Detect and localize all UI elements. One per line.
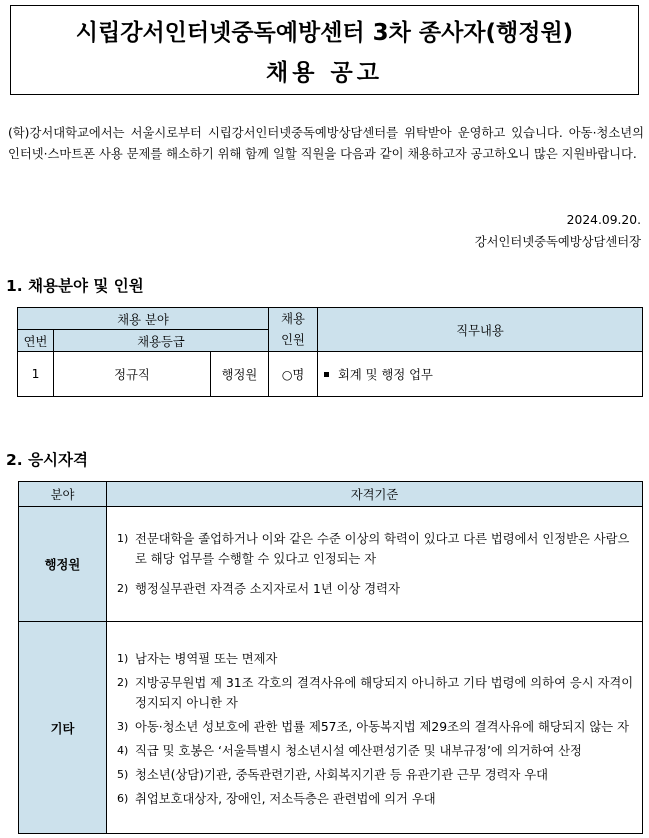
qualification-table bbox=[18, 481, 643, 834]
row-duty bbox=[318, 352, 643, 397]
list-item: 1) 남자는 병역필 또는 면제자 bbox=[117, 651, 278, 666]
header-criteria: 자격기준 bbox=[107, 482, 643, 507]
header-number: 연번 bbox=[18, 330, 54, 352]
recruitment-table bbox=[17, 307, 643, 397]
header-duties: 직무내용 bbox=[318, 308, 643, 352]
list-item: 2) 지방공무원법 제 31조 각호의 결격사유에 해당되지 아니하고 기타 법령에 의하여 응시 자격이 정지되지 아니한 자 bbox=[117, 675, 634, 710]
row-number: 1 bbox=[18, 352, 54, 397]
field-admin: 행정원 bbox=[19, 507, 107, 622]
section2-title: 2. 응시자격 bbox=[6, 451, 88, 469]
bullet-square-icon bbox=[324, 372, 329, 377]
signature-line: 강서인터넷중독예방상담센터장 bbox=[474, 235, 641, 249]
announcement-date: 2024.09.20. bbox=[566, 213, 641, 227]
page-title: 시립강서인터넷중독예방센터 3차 종사자(행정원) bbox=[75, 20, 574, 46]
admin-criteria bbox=[107, 507, 643, 622]
table-row bbox=[19, 507, 643, 622]
row-type: 정규직 bbox=[54, 352, 211, 397]
row-count: ○명 bbox=[269, 352, 318, 397]
page-subtitle: 채용 공고 bbox=[266, 60, 383, 86]
other-criteria bbox=[107, 622, 643, 834]
field-other: 기타 bbox=[19, 622, 107, 834]
table-row bbox=[18, 352, 643, 397]
intro-paragraph: (학)강서대학교에서는 서울시로부터 시립강서인터넷중독예방상담센터를 위탁받아 운영하고 있습니다. 아동·청소년의 인터넷·스마트폰 사용 문제를 해소하기 위해 함께 일할 직원을 다음과 같이 채용하고자 공고하오니 많은 지원바랍니다. bbox=[8, 126, 644, 161]
header-field: 분야 bbox=[19, 482, 107, 507]
list-item: 5) 청소년(상담)기관, 중독관련기관, 사회복지기관 등 유관기관 근무 경력자 우대 bbox=[117, 767, 549, 782]
table-row bbox=[19, 622, 643, 834]
list-item: 3) 아동·청소년 성보호에 관한 법률 제57조, 아동복지법 제29조의 결격사유에 해당되지 않는 자 bbox=[117, 719, 629, 734]
header-hire-count: 채용 인원 bbox=[269, 308, 318, 352]
list-item: 4) 직급 및 호봉은 ‘서울특별시 청소년시설 예산편성기준 및 내부규정’에 의거하여 산정 bbox=[117, 743, 582, 758]
header-grade: 채용등급 bbox=[54, 330, 269, 352]
row-grade: 행정원 bbox=[211, 352, 269, 397]
list-item: 6) 취업보호대상자, 장애인, 저소득층은 관련법에 의거 우대 bbox=[117, 791, 436, 806]
header-field: 채용 분야 bbox=[18, 308, 269, 330]
section1-title: 1. 채용분야 및 인원 bbox=[6, 277, 144, 295]
title-box bbox=[10, 5, 639, 95]
list-item: 2) 행정실무관련 자격증 소지자로서 1년 이상 경력자 bbox=[117, 582, 400, 596]
duty-text: 회계 및 행정 업무 bbox=[338, 368, 433, 382]
list-item: 1) 전문대학을 졸업하거나 이와 같은 수준 이상의 학력이 있다고 다른 법령에서 인정받은 사람으로 해당 업무를 수행할 수 있다고 인정되는 자 bbox=[117, 532, 630, 566]
